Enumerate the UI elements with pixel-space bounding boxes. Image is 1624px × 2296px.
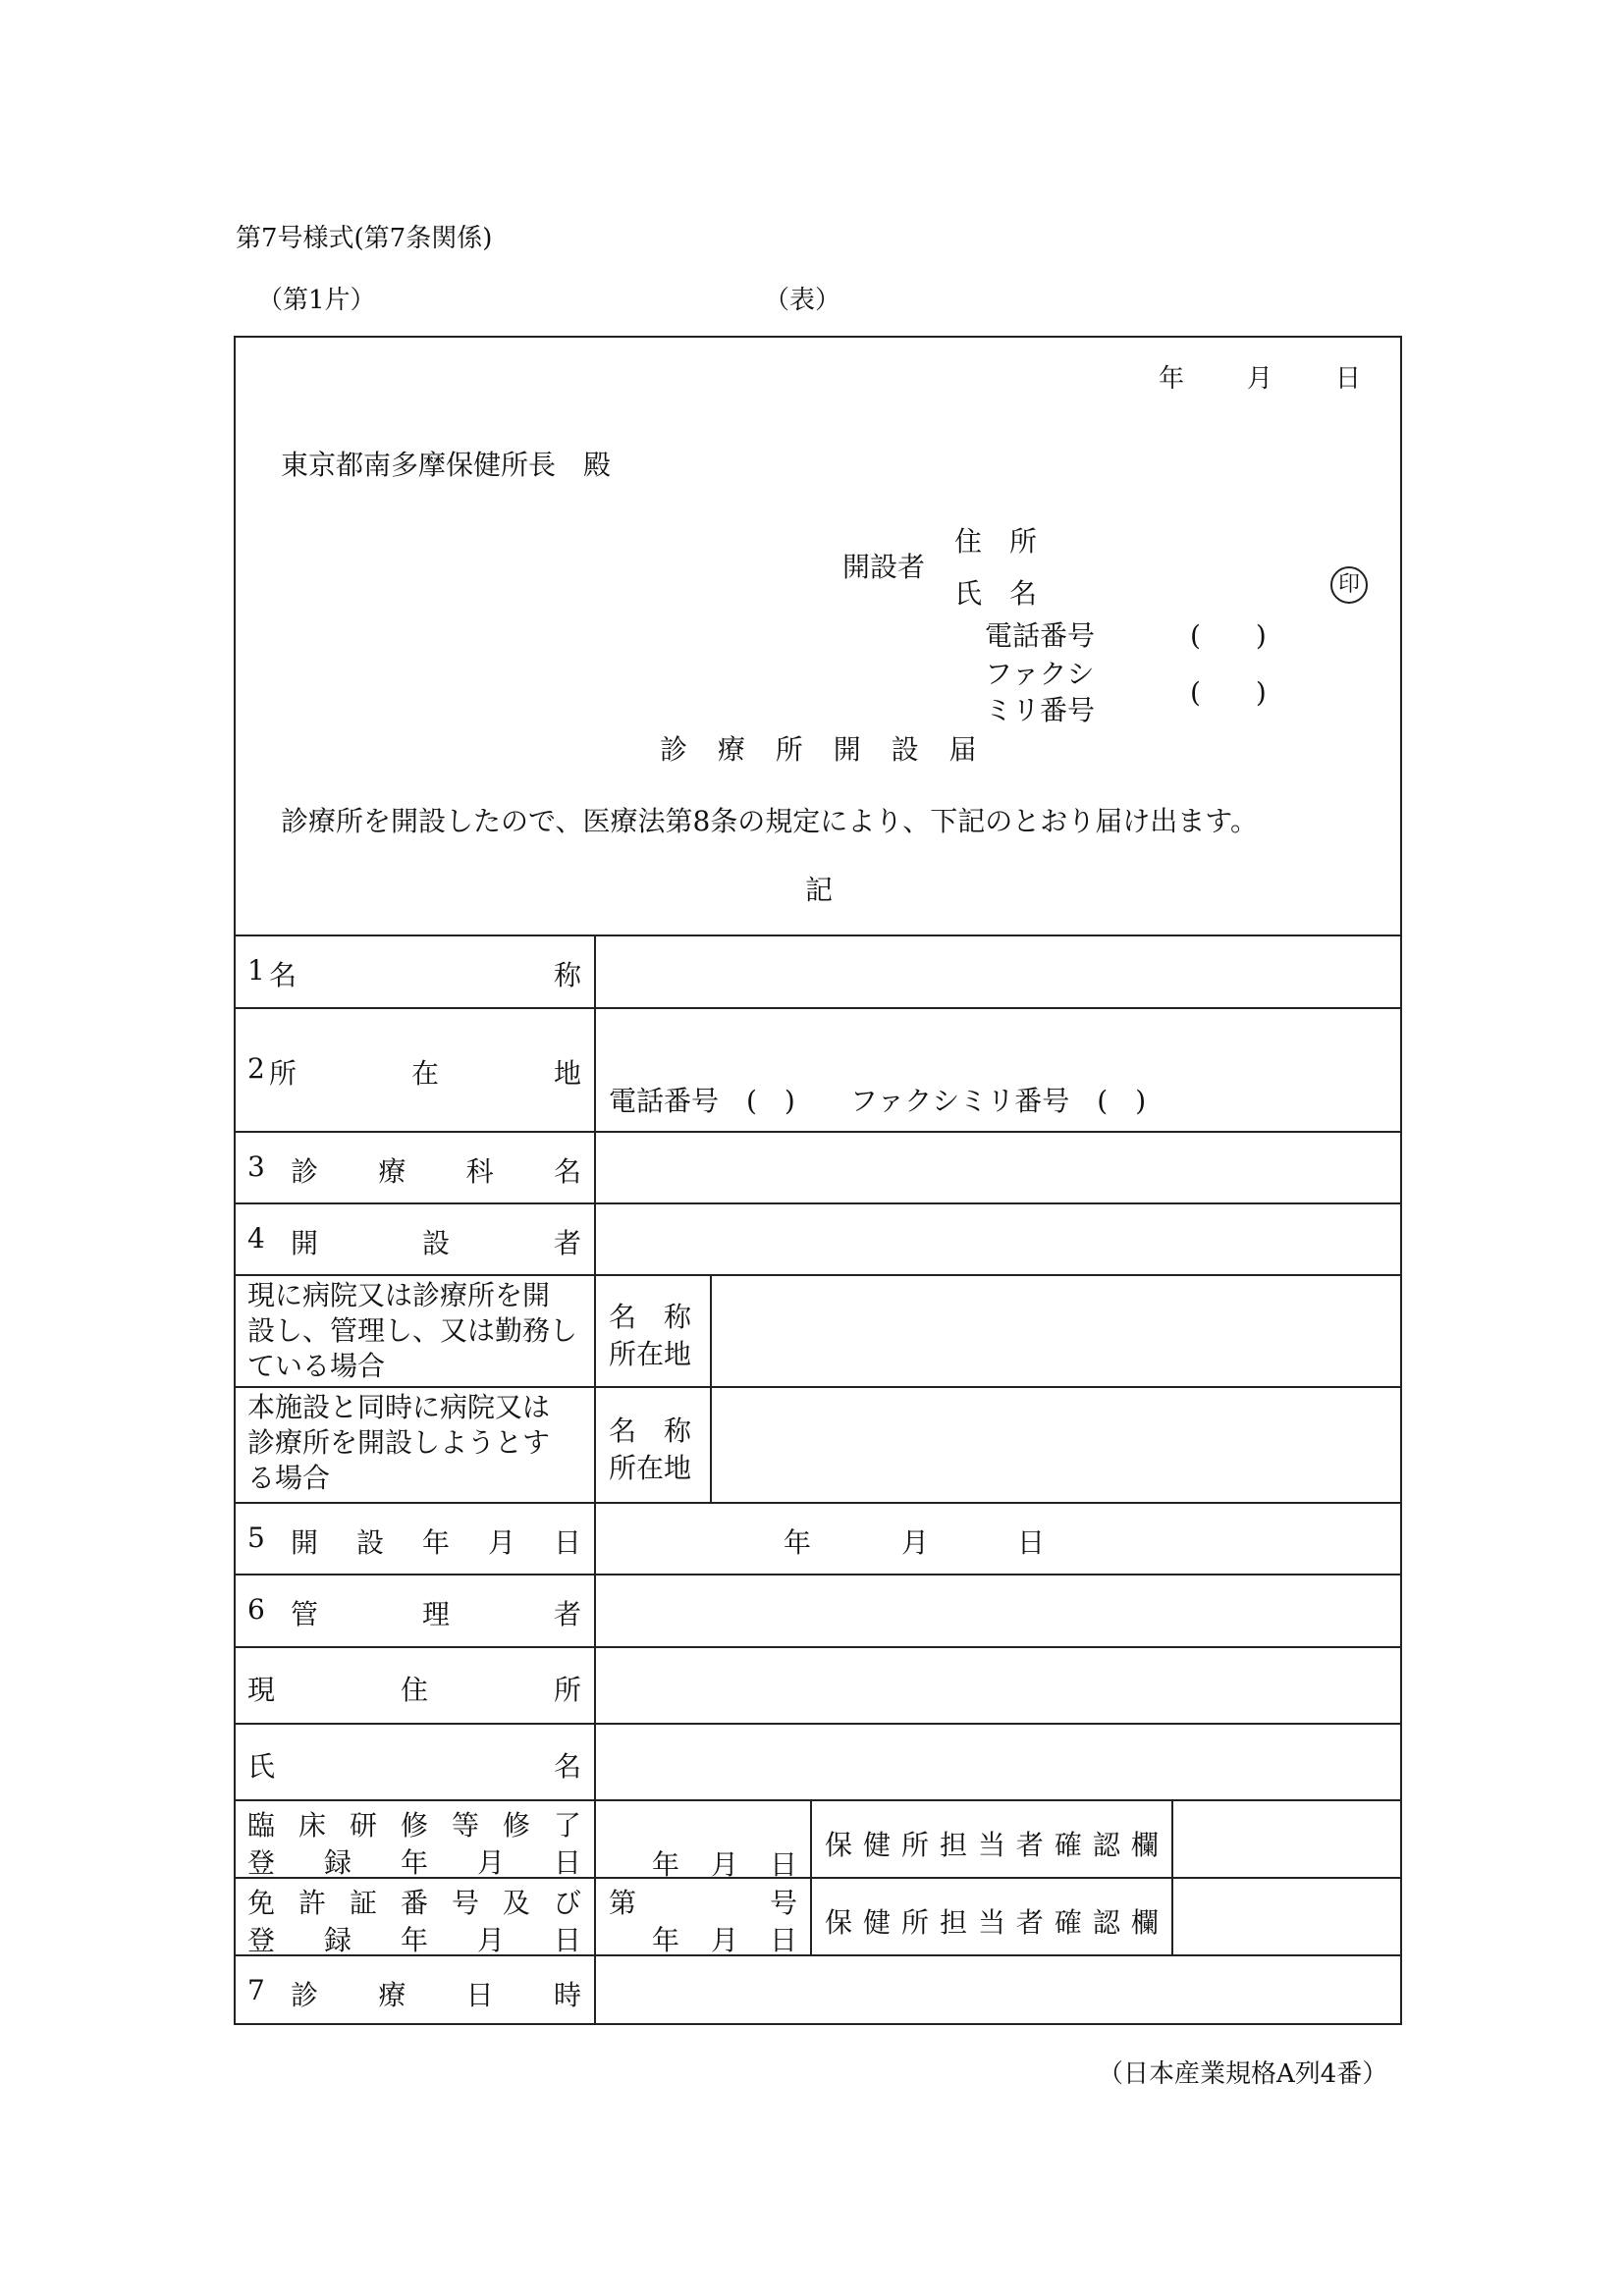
row4a-label: 現に病院又は診療所を開 設し、管理し、又は勤務し ている場合 [247,1279,578,1382]
form-number-title: 第7号様式(第7条関係) [236,224,493,253]
clinical-training-confirm-label: 保 健 所 担 当 者 確 認 欄 [825,1829,1159,1861]
date-year: 年 [1159,364,1185,394]
clinical-training-label-2: 登 録 年 月 日 [247,1846,581,1879]
row2-contact-line: 電話番号 ( ) ファクシミリ番号 ( ) [609,1085,1147,1117]
side-label: （表） [764,286,841,315]
row4b-label: 本施設と同時に病院又は 診療所を開設しようとす る場合 [247,1391,551,1494]
row6-label: 6 管 理 者 [247,1593,581,1630]
date-day: 日 [1335,364,1362,394]
statement: 診療所を開設したので、医療法第8条の規定により、下記のとおり届け出ます。 [281,805,1259,837]
row4b-name-label: 名 称 [609,1415,692,1447]
row3-departments-field[interactable] [596,1133,1400,1201]
seal-mark: 印 [1330,566,1368,604]
license-label-2: 登 録 年 月 日 [247,1924,581,1956]
sheet-label: （第1片） [257,286,376,315]
row4-label: 4 開 設 者 [247,1222,581,1259]
manager-address-field[interactable] [596,1648,1400,1721]
applicant-fax-paren: ( ) [1190,676,1267,709]
applicant-address-label: 住 所 [954,525,1038,558]
footer-note: （日本産業規格A列4番） [1098,2059,1388,2089]
row5-label: 5 開 設 年 月 日 [247,1522,581,1559]
license-number: 第 号 [609,1887,797,1919]
clinical-training-date: 年 月 日 [652,1848,797,1881]
document-title: 診 療 所 開 設 届 [660,733,979,766]
license-confirm-field[interactable] [1173,1879,1400,1952]
row3-label: 3 診 療 科 名 [247,1150,581,1188]
manager-name-field[interactable] [596,1725,1400,1797]
applicant-phone-label: 電話番号 [985,619,1096,652]
manager-address-label: 現 住 所 [247,1674,581,1706]
row4a-location-label: 所在地 [609,1338,692,1370]
row4a-field[interactable] [712,1276,1400,1384]
manager-name-label: 氏 名 [247,1750,581,1783]
row5-year: 年 [784,1526,812,1559]
row7-label: 7 診 療 日 時 [247,1974,581,2011]
applicant-phone-paren: ( ) [1190,619,1267,652]
row1-name-field[interactable] [596,936,1400,1005]
license-confirm-label: 保 健 所 担 当 者 確 認 欄 [825,1906,1159,1939]
row7-hours-field[interactable] [596,1956,1400,2023]
row1-label: 1 名 称 [247,954,581,991]
ki-mark: 記 [805,874,834,906]
applicant-label: 開設者 [842,551,926,583]
applicant-fax-label-1: ファクシ [985,658,1095,690]
row5-month: 月 [901,1526,930,1559]
license-label-1: 免 許 証 番 号 及 び [247,1887,581,1919]
row5-day: 日 [1017,1526,1046,1559]
row4a-name-label: 名 称 [609,1301,692,1333]
applicant-fax-label-2: ミリ番号 [985,694,1096,726]
date-month: 月 [1247,364,1273,394]
license-date: 年 月 日 [652,1924,797,1956]
addressee: 東京都南多摩保健所長 殿 [281,449,612,481]
row2-label: 2 所 在 地 [247,1052,581,1090]
applicant-name-label: 氏 名 [954,577,1038,610]
row4b-location-label: 所在地 [609,1452,692,1484]
clinical-training-label-1: 臨 床 研 修 等 修 了 [247,1809,581,1842]
row4b-field[interactable] [712,1388,1400,1500]
row2-location-field[interactable] [596,1009,1400,1078]
clinical-training-confirm-field[interactable] [1173,1801,1400,1875]
